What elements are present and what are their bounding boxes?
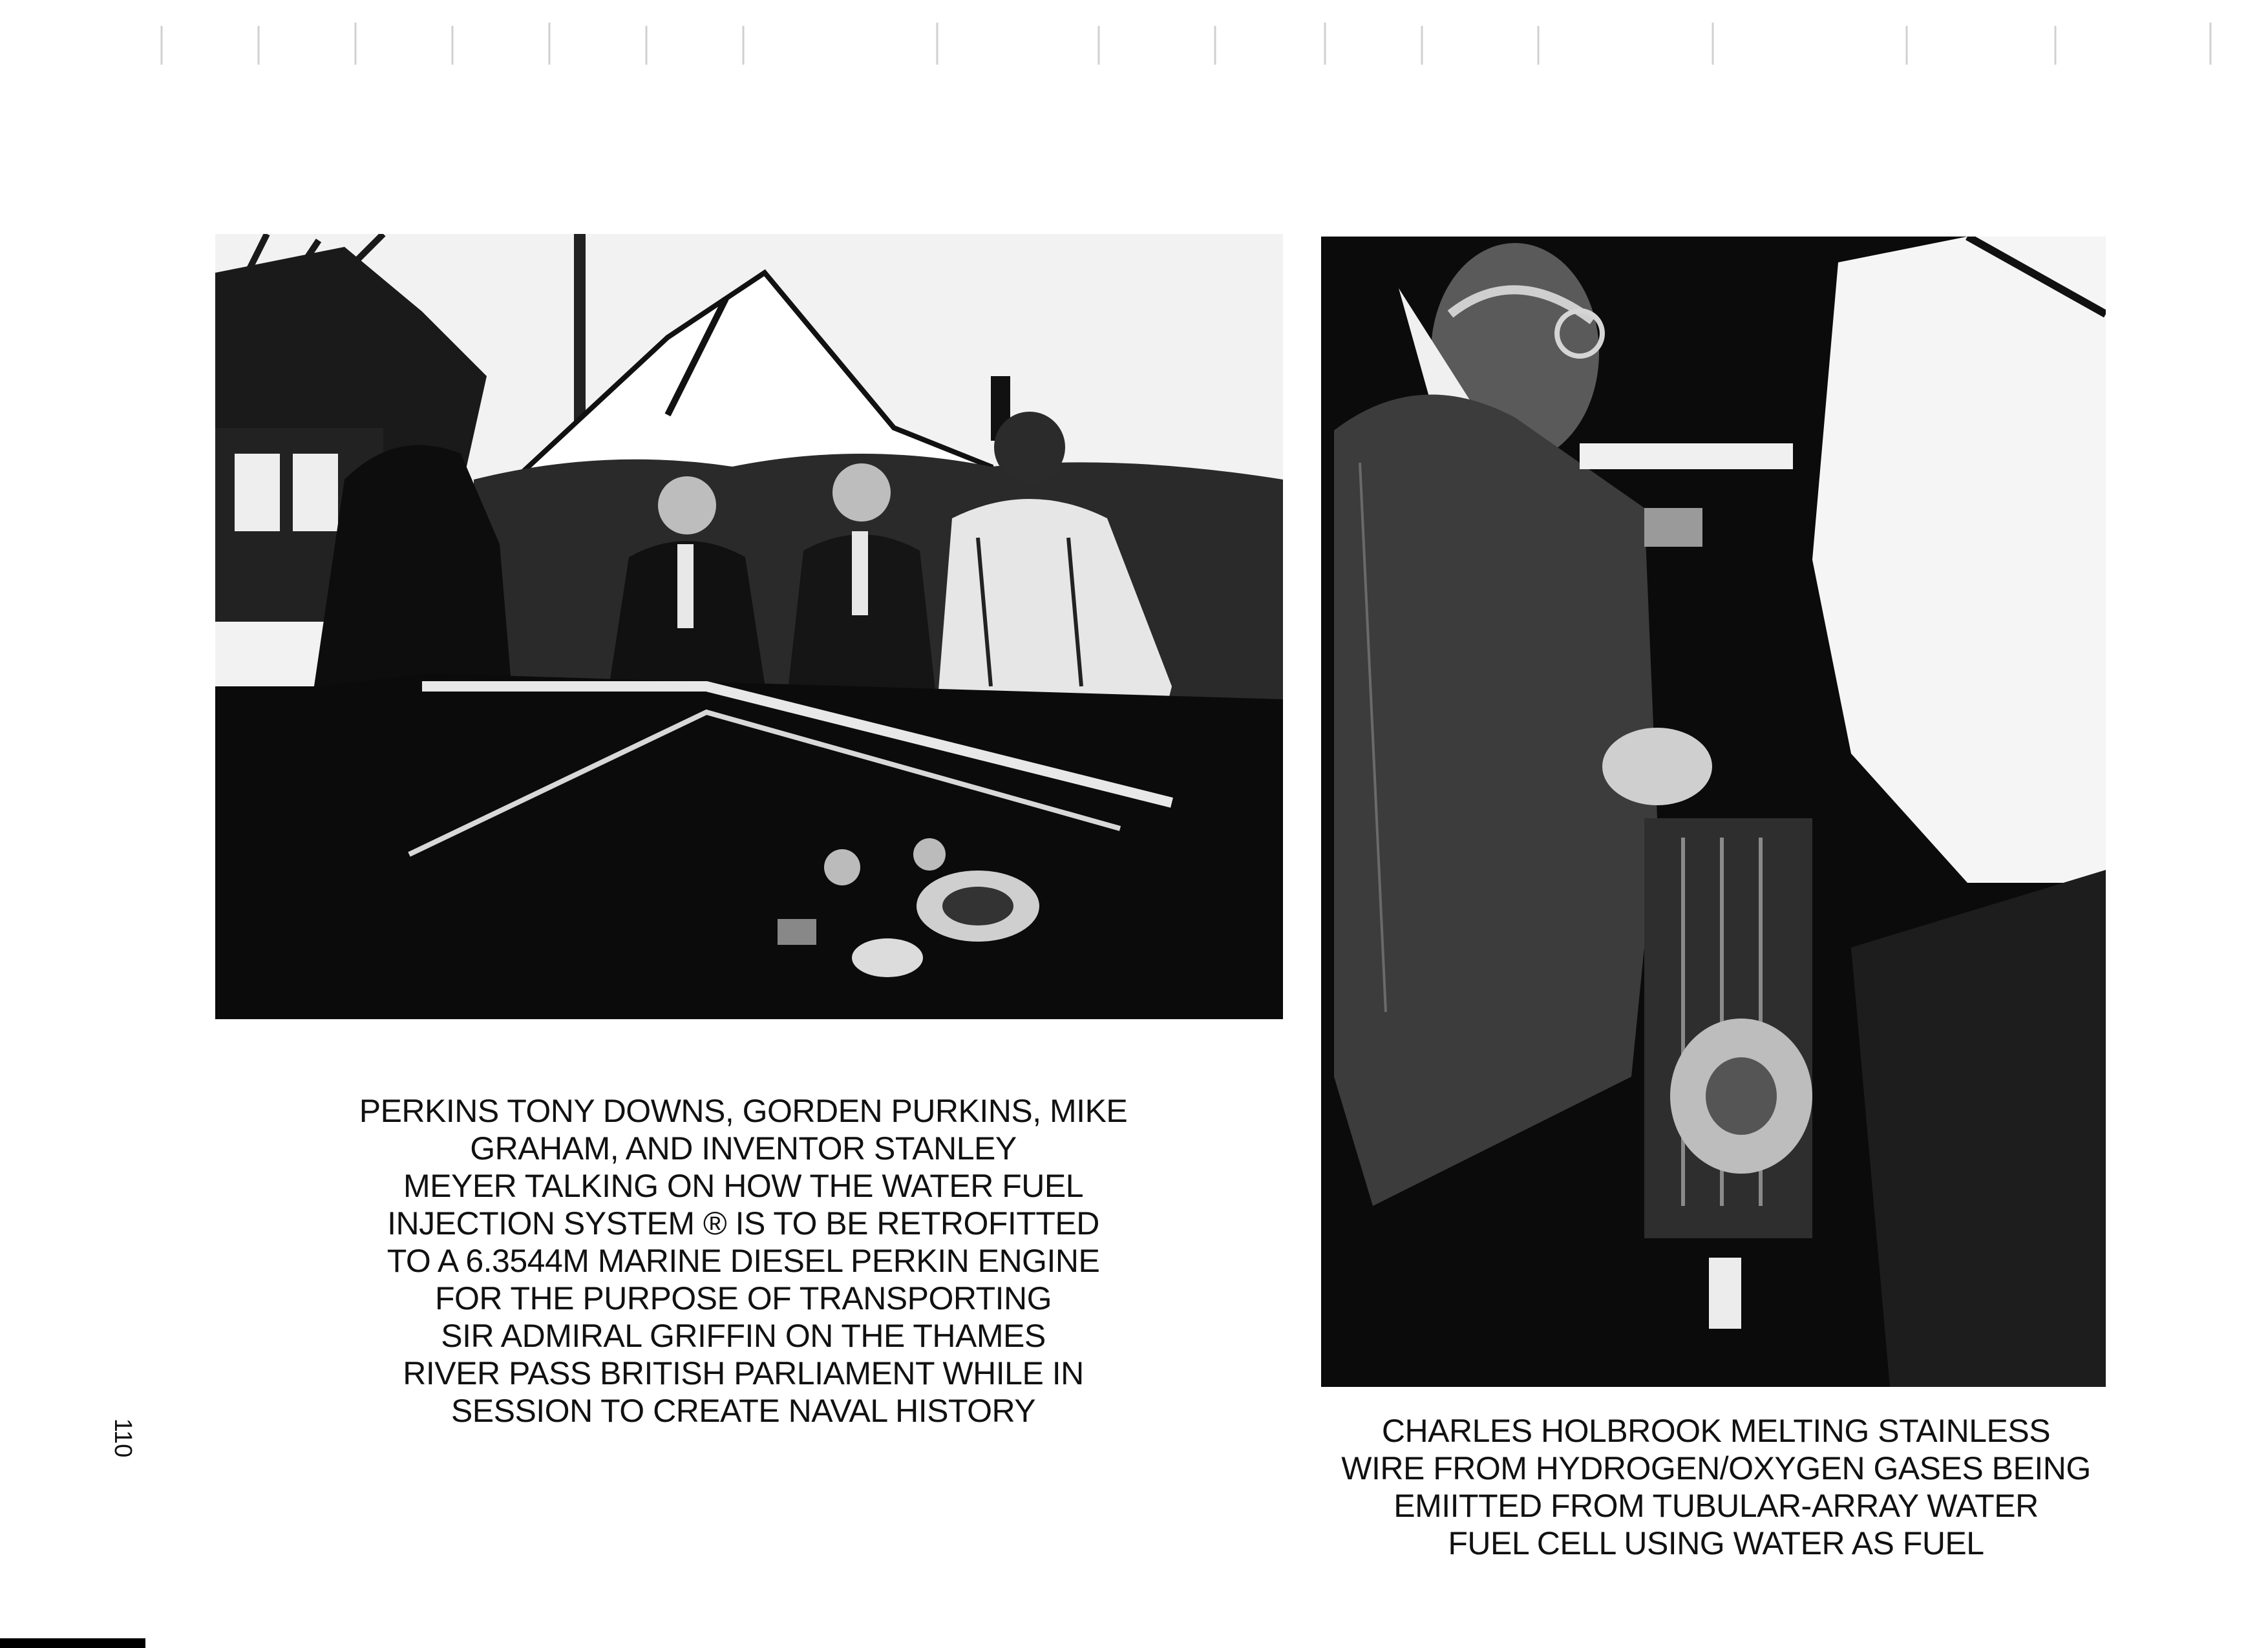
caption-line: EMIITTED FROM TUBULAR-ARRAY WATER: [1394, 1488, 2039, 1524]
caption-line: FUEL CELL USING WATER AS FUEL: [1448, 1525, 1984, 1561]
caption-fuel-cell-demonstration: [1286, 1412, 2146, 1562]
photo-boat-engine-illustration: [215, 234, 1283, 1019]
caption-line: TO A 6.3544M MARINE DIESEL PERKIN ENGINE: [387, 1243, 1100, 1279]
scan-artifact-top: [0, 0, 2268, 78]
photo-fuel-cell-demonstration: [1321, 237, 2106, 1387]
caption-line: FOR THE PURPOSE OF TRANSPORTING: [434, 1280, 1052, 1316]
caption-line: MEYER TALKING ON HOW THE WATER FUEL: [403, 1168, 1084, 1204]
photo-boat-engine-meeting: [215, 234, 1283, 1019]
caption-line: GRAHAM, AND INVENTOR STANLEY: [470, 1130, 1017, 1167]
caption-line: INJECTION SYSTEM ® IS TO BE RETROFITTED: [387, 1205, 1099, 1241]
caption-line: PERKINS TONY DOWNS, GORDEN PURKINS, MIKE: [359, 1093, 1128, 1129]
page-number: 110: [109, 1418, 136, 1458]
caption-line: SIR ADMIRAL GRIFFIN ON THE THAMES: [441, 1318, 1046, 1354]
caption-line: RIVER PASS BRITISH PARLIAMENT WHILE IN: [403, 1355, 1084, 1391]
caption-line: CHARLES HOLBROOK MELTING STAINLESS: [1381, 1413, 2051, 1449]
caption-line: WIRE FROM HYDROGEN/OXYGEN GASES BEING: [1341, 1450, 2091, 1486]
caption-line: SESSION TO CREATE NAVAL HISTORY: [450, 1393, 1036, 1429]
scan-artifact-bottom: [0, 1638, 145, 1648]
caption-boat-engine-meeting: [323, 1092, 1163, 1430]
photo-fuel-cell-illustration: [1321, 237, 2106, 1387]
